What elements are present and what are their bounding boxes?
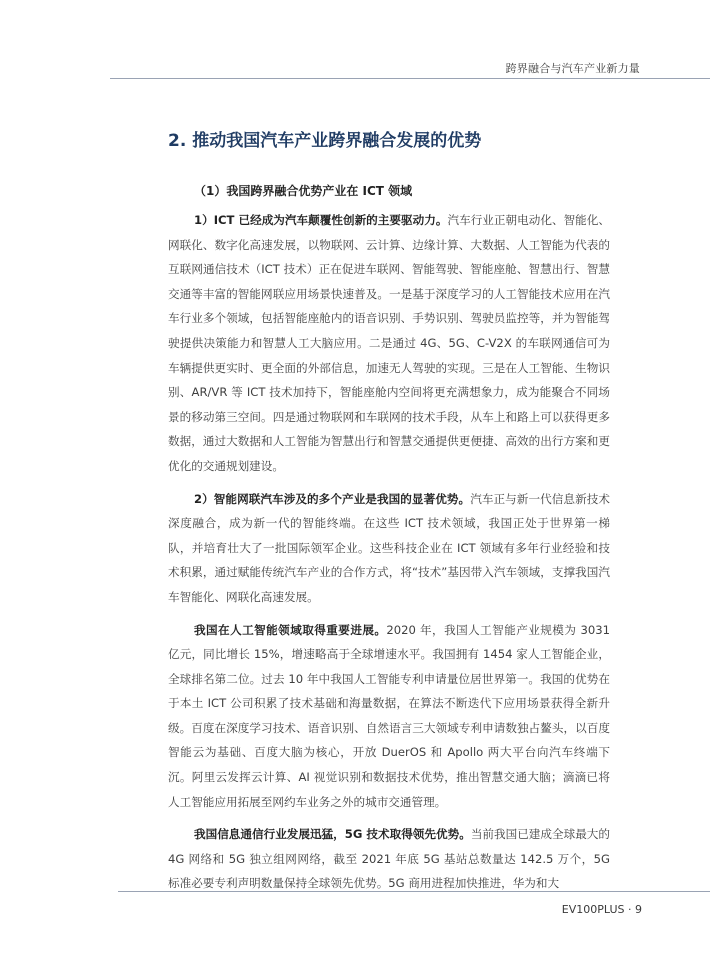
paragraph-lead: 我国信息通信行业发展迅猛，5G 技术取得领先优势。 (194, 827, 471, 842)
footer-divider (118, 891, 710, 892)
paragraph-body: 汽车行业正朝电动化、智能化、网联化、数字化高速发展，以物联网、云计算、边缘计算、大数据、人工智能为代表的互联网通信技术（ICT 技术）正在促进车联网、智能驾驶、智能座舱、智慧出行、智慧交通等丰富的智能网联应用场景快速普及。一是基于深度学习的人工智能技术应用在汽车行业多个领域，包括智能座舱内的语音识别、手势识别、驾驶员监控等，并为智能驾驶提供决策能力和智慧人工大脑应用。二是通过 4G、5G、C-V2X 的车联网通信可为车辆提供更实时、更全面的外部信息，加速无人驾驶的实现。三是在人工智能、生物识别、AR/VR 等 ICT 技术加持下，智能座舱内空间将更充满想象力，成为能聚合不同场景的移动第三空间。四是通过物联网和车联网的技术手段，从车上和路上可以获得更多数据，通过大数据和人工智能为智慧出行和智慧交通提供更便捷、高效的出行方案和更优化的交通规划建设。 (168, 213, 610, 473)
section-heading: 2. 推动我国汽车产业跨界融合发展的优势 (168, 131, 482, 151)
paragraph-body: 2020 年，我国人工智能产业规模为 3031 亿元，同比增长 15%，增速略高于全球增速水平。我国拥有 1454 家人工智能企业，全球排名第二位。过去 10 年中我国人工智能专利申请量位居世界第一。我国的优势在于本土 ICT 公司积累了技术基础和海量数据，在算法不断迭代下应用场景获得全新升级。百度在深度学习技术、语音识别、自然语言三大领域专利申请数独占鳌头，以百度智能云为基础、百度大脑为核心，开放 DuerOS 和 Apollo 两大平台向汽车终端下沉。阿里云发挥云计算、AI 视觉识别和数据技术优势，推出智慧交通大脑；滴滴已将人工智能应用拓展至网约车业务之外的城市交通管理。 (168, 622, 610, 809)
paragraph-body: 汽车正与新一代信息新技术深度融合，成为新一代的智能终端。在这些 ICT 技术领域，我国正处于世界第一梯队，并培育壮大了一批国际领军企业。这些科技企业在 ICT 领域有多年行业经验和技术积累，通过赋能传统汽车产业的合作方式，将“技术”基因带入汽车领域，支撑我国汽车智能化、网联化高速发展。 (168, 491, 610, 604)
page-number: EV100PLUS · 9 (561, 903, 642, 916)
section-subheading: （1）我国跨界融合优势产业在 ICT 领域 (194, 184, 413, 198)
paragraph (168, 618, 610, 815)
paragraph (168, 487, 610, 610)
paragraph (168, 822, 610, 896)
page-content (168, 124, 610, 896)
paragraph-lead: 2）智能网联汽车涉及的多个产业是我国的显著优势。 (194, 491, 471, 506)
header-divider (110, 78, 710, 79)
paragraph-lead: 1）ICT 已经成为汽车颠覆性创新的主要驱动力。 (194, 213, 448, 227)
paragraph-body: 当前我国已建成全球最大的 4G 网络和 5G 独立组网网络，截至 2021 年底 5G 基站总数量达 142.5 万个，5G 标准必要专利声明数量保持全球领先优势。5G 商用进程加快推进，华为和大 (168, 827, 610, 891)
paragraph (168, 208, 610, 479)
header-title: 跨界融合与汽车产业新力量 (505, 62, 640, 75)
paragraph-lead: 我国在人工智能领域取得重要进展。 (194, 622, 387, 637)
page-header (0, 0, 710, 76)
